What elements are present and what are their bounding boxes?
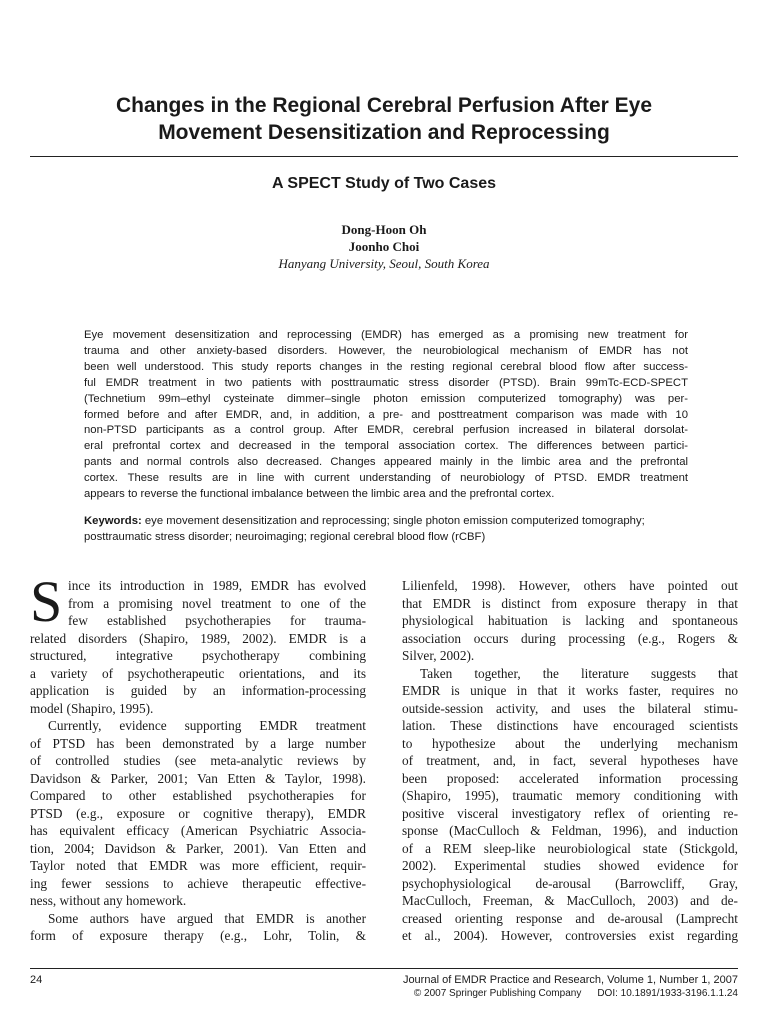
author-affiliation: Hanyang University, Seoul, South Korea [278, 256, 490, 271]
body-line: related disorders (Shapiro, 1989, 2002). EMDR is a [30, 630, 366, 646]
keywords-line [84, 513, 734, 529]
body-line: from a promising novel treatment to one of the [68, 595, 366, 611]
copyright-line [414, 988, 738, 999]
body-line: 2002). Experimental studies showed evidence for [402, 858, 738, 873]
body-line: ing fewer sessions to achieve therapeutic effective- [30, 875, 366, 891]
body-line: ness, without any homework. [30, 893, 187, 908]
body-line: sponse (MacCulloch & Feldman, 1996), and induction [402, 823, 738, 838]
keywords-label: Keywords: [84, 515, 142, 527]
article-subtitle: A SPECT Study of Two Cases [271, 175, 497, 192]
body-line: of a REM sleep-like neurobiological state (Stickgold, [402, 840, 738, 856]
body-line: structured, integrative psychotherapy combining [30, 648, 366, 663]
body-line: physiological habituation is lacking and spontaneous [402, 613, 738, 628]
body-line: Currently, evidence supporting EMDR treatment [48, 718, 366, 733]
body-line: been proposed: accelerated information processing [402, 770, 738, 786]
body-line: EMDR is unique in that it works faster, requires no [402, 683, 738, 698]
body-line: of treatment, and, in fact, several hypotheses have [402, 753, 738, 768]
abstract-line: formed before and after EMDR, and, in addition, a pre- and posttreatment comparison was made with 10 [84, 408, 688, 421]
page-number: 24 [30, 974, 43, 986]
article-title [30, 92, 738, 146]
abstract-line: appears to reverse the functional imbalance between the limbic area and the prefrontal cortex. [84, 488, 555, 501]
body-line: lation. These distinctions have encouraged scientists [402, 718, 738, 733]
body-line: PTSD (e.g., exposure or cognitive therapy), EMDR [30, 805, 366, 821]
copyright-text: © 2007 Springer Publishing Company [413, 988, 582, 999]
abstract-line: trauma and other anxiety-based disorders. However, the neurobiological mechanism of EMDR has not [84, 344, 688, 357]
body-line: that EMDR is distinct from exposure therapy in that [402, 595, 738, 611]
author-name: Joonho Choi [348, 239, 420, 254]
body-line: to hypothesize about the underlying mechanism [402, 735, 738, 751]
keywords-text: eye movement desensitization and reprocessing; single photon emission computerized tomography; [141, 515, 645, 527]
body-line: Some authors have argued that EMDR is another [48, 910, 366, 926]
author-block [30, 221, 738, 273]
body-line: few established psychotherapies for trauma- [68, 613, 366, 628]
body-column-right [402, 577, 738, 945]
title-divider [30, 156, 738, 157]
body-line: tion, 2004; Davidson & Parker, 2001). Van Etten and [30, 840, 366, 856]
drop-cap: S [30, 569, 63, 634]
body-line: a variety of psychotherapeutic orientations, and its [30, 665, 366, 681]
body-line: ince its introduction in 1989, EMDR has evolved [68, 578, 366, 593]
abstract-line: Eye movement desensitization and reprocessing (EMDR) has emerged as a promising new treatment for [84, 329, 688, 341]
body-line: Davidson & Parker, 2001; Van Etten & Taylor, 1998). [30, 770, 366, 786]
body-line: MacCulloch, Freeman, & MacCulloch, 2003) and de- [402, 893, 738, 908]
keywords [84, 513, 734, 545]
body-line: Taken together, the literature suggests that [420, 665, 738, 681]
doi-text: DOI: 10.1891/1933-3196.1.1.24 [597, 988, 738, 999]
title-line-1: Changes in the Regional Cerebral Perfusion After Eye [115, 94, 652, 117]
abstract [84, 328, 688, 503]
abstract-line: ful EMDR treatment in two patients with posttraumatic stress disorder (PTSD). Brain 99mTc-ECD-SPECT [84, 376, 688, 389]
body-line: association occurs during processing (e.g., Rogers & [402, 630, 738, 646]
body-line: of controlled studies (see meta-analytic reviews by [30, 753, 366, 768]
body-line: Taylor noted that EMDR was more efficient, requir- [30, 858, 366, 873]
body-line: positive visceral investigatory reflex of orienting re- [402, 805, 738, 821]
body-line: has equivalent efficacy (American Psychiatric Associa- [30, 823, 366, 838]
abstract-line: pants and normal controls also decreased. Changes appeared mainly in the limbic area and the prefrontal [84, 456, 688, 469]
body-column-left [30, 569, 366, 945]
body-line: of PTSD has been demonstrated by a large number [30, 735, 366, 751]
footer-divider [30, 968, 738, 969]
abstract-line: non-PTSD participants as a control group. After EMDR, cerebral perfusion increased in bilateral dorsolat- [84, 424, 688, 437]
body-line: psychophysiological de-arousal (Barrowcliff, Gray, [402, 875, 738, 891]
body-line: et al., 2004). However, controversies exist regarding [402, 928, 738, 943]
abstract-line: (Technetium 99m–ethyl cysteinate dimmer–single photon emission computerized tomography) was per- [84, 392, 688, 405]
author-name: Dong-Hoon Oh [341, 222, 427, 237]
abstract-line: been well understood. This study reports changes in the resting regional cerebral blood flow after success- [84, 360, 688, 373]
body-line: creased orienting response and de-arousal (Lamprecht [402, 910, 738, 926]
title-line-2: Movement Desensitization and Reprocessing [158, 121, 610, 144]
body-line: outside-session activity, and uses the bilateral stimu- [402, 700, 738, 716]
body-line: Silver, 2002). [402, 648, 475, 663]
abstract-line: cortex. These results are in line with current understanding of neurobiology of PTSD. EMDR treatment [84, 472, 688, 485]
body-line: form of exposure therapy (e.g., Lohr, Tolin, & [30, 928, 366, 943]
body-line: (Shapiro, 1995), traumatic memory conditioning with [402, 788, 738, 803]
keywords-text: posttraumatic stress disorder; neuroimaging; regional cerebral blood flow (rCBF) [84, 531, 486, 543]
abstract-line: eral prefrontal cortex and decreased in the temporal association cortex. The differences between partici- [84, 440, 688, 453]
journal-citation: Journal of EMDR Practice and Research, Volume 1, Number 1, 2007 [402, 974, 738, 986]
body-line: model (Shapiro, 1995). [30, 700, 154, 716]
body-line: application is guided by an information-processing [30, 683, 366, 698]
body-line: Compared to other established psychotherapies for [30, 788, 366, 803]
body-line: Lilienfeld, 1998). However, others have pointed out [402, 578, 738, 593]
